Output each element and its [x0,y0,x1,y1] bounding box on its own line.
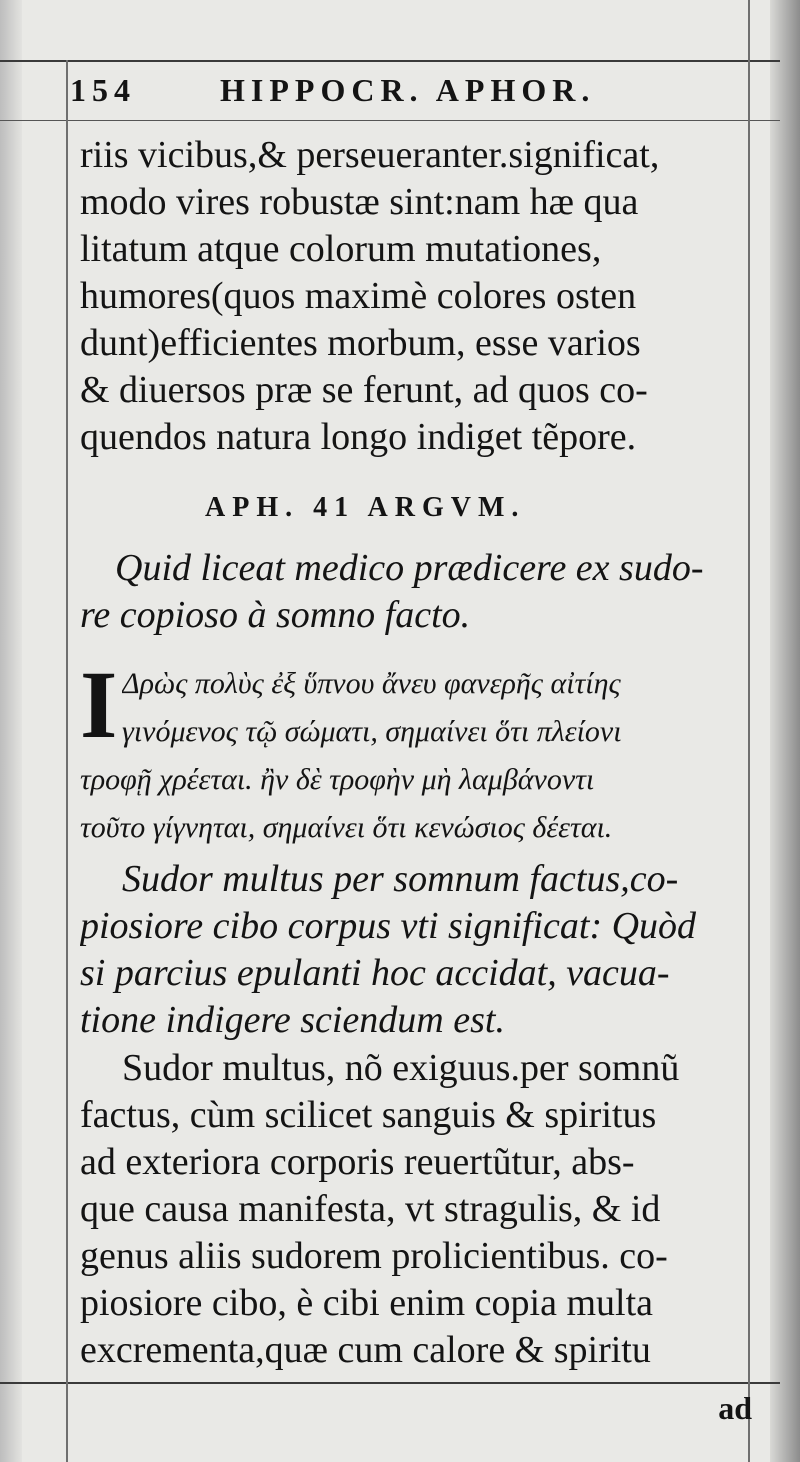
text-line: Sudor multus, nõ exiguus.per somnũ [122,1047,680,1089]
text-line: re copioso à somno facto. [80,594,471,636]
text-line: piosiore cibo corpus vti significat: Quòd [80,905,697,947]
text-line: factus, cùm scilicet sanguis & spiritus [80,1094,657,1136]
running-title: HIPPOCR. APHOR. [220,72,596,108]
commentary-bottom [80,1045,740,1374]
argument [80,545,745,639]
text-line: piosiore cibo, è cibi enim copia multa [80,1282,654,1324]
text-line: Δρὼς πολὺς ἐξ ὕπνου ἄνευ φανερῆς αἰτίης [122,667,621,700]
page-gutter-left [0,0,22,1462]
text-line: genus aliis sudorem prolicientibus. co- [80,1235,668,1277]
text-line: que causa manifesta, vt stragulis, & id [80,1188,661,1230]
latin-translation [80,856,740,1044]
text-line: τοῦτο γίγνηται, σημαίνει ὅτι κενώσιος δέεται. [80,811,613,844]
text-line: Sudor multus per somnum factus,co- [122,858,679,900]
right-margin-rule [748,0,750,1462]
top-margin-rule [0,60,780,62]
text-line: si parcius epulanti hoc accidat, vacua- [80,952,670,994]
page-number: 154 [70,72,136,108]
text-line: humores(quos maximè colores osten [80,275,637,317]
drop-cap: I [80,651,118,758]
catchword: ad [718,1390,752,1426]
text-line: riis vicibus,& perseueranter.significat, [80,134,660,176]
greek-aphorism [80,651,740,852]
left-margin-rule [66,60,68,1462]
running-header [70,72,750,122]
text-line: quendos natura longo indiget tẽpore. [80,416,637,458]
text-line: dunt)efficientes morbum, esse varios [80,322,641,364]
text-line: γινόμενος τῷ σώματι, σημαίνει ὅτι πλείονι [122,715,622,748]
text-line: τροφῇ χρέεται. ἢν δὲ τροφὴν μὴ λαμβάνοντι [80,763,595,796]
text-line: litatum atque colorum mutationes, [80,228,602,270]
text-line: & diuersos præ se ferunt, ad quos co- [80,369,648,411]
bottom-margin-rule [0,1382,780,1384]
text-line: tione indigere sciendum est. [80,999,505,1041]
commentary-top [80,132,740,461]
page-edge-right [770,0,800,1462]
aphorism-heading: APH. 41 ARGVM. [205,492,526,523]
text-line: excrementa,quæ cum calore & spiritu [80,1329,651,1371]
text-line: modo vires robustæ sint:nam hæ qua [80,181,639,223]
text-line: ad exteriora corporis reuertũtur, abs- [80,1141,635,1183]
text-line: Quid liceat medico prædicere ex sudo- [115,547,704,589]
